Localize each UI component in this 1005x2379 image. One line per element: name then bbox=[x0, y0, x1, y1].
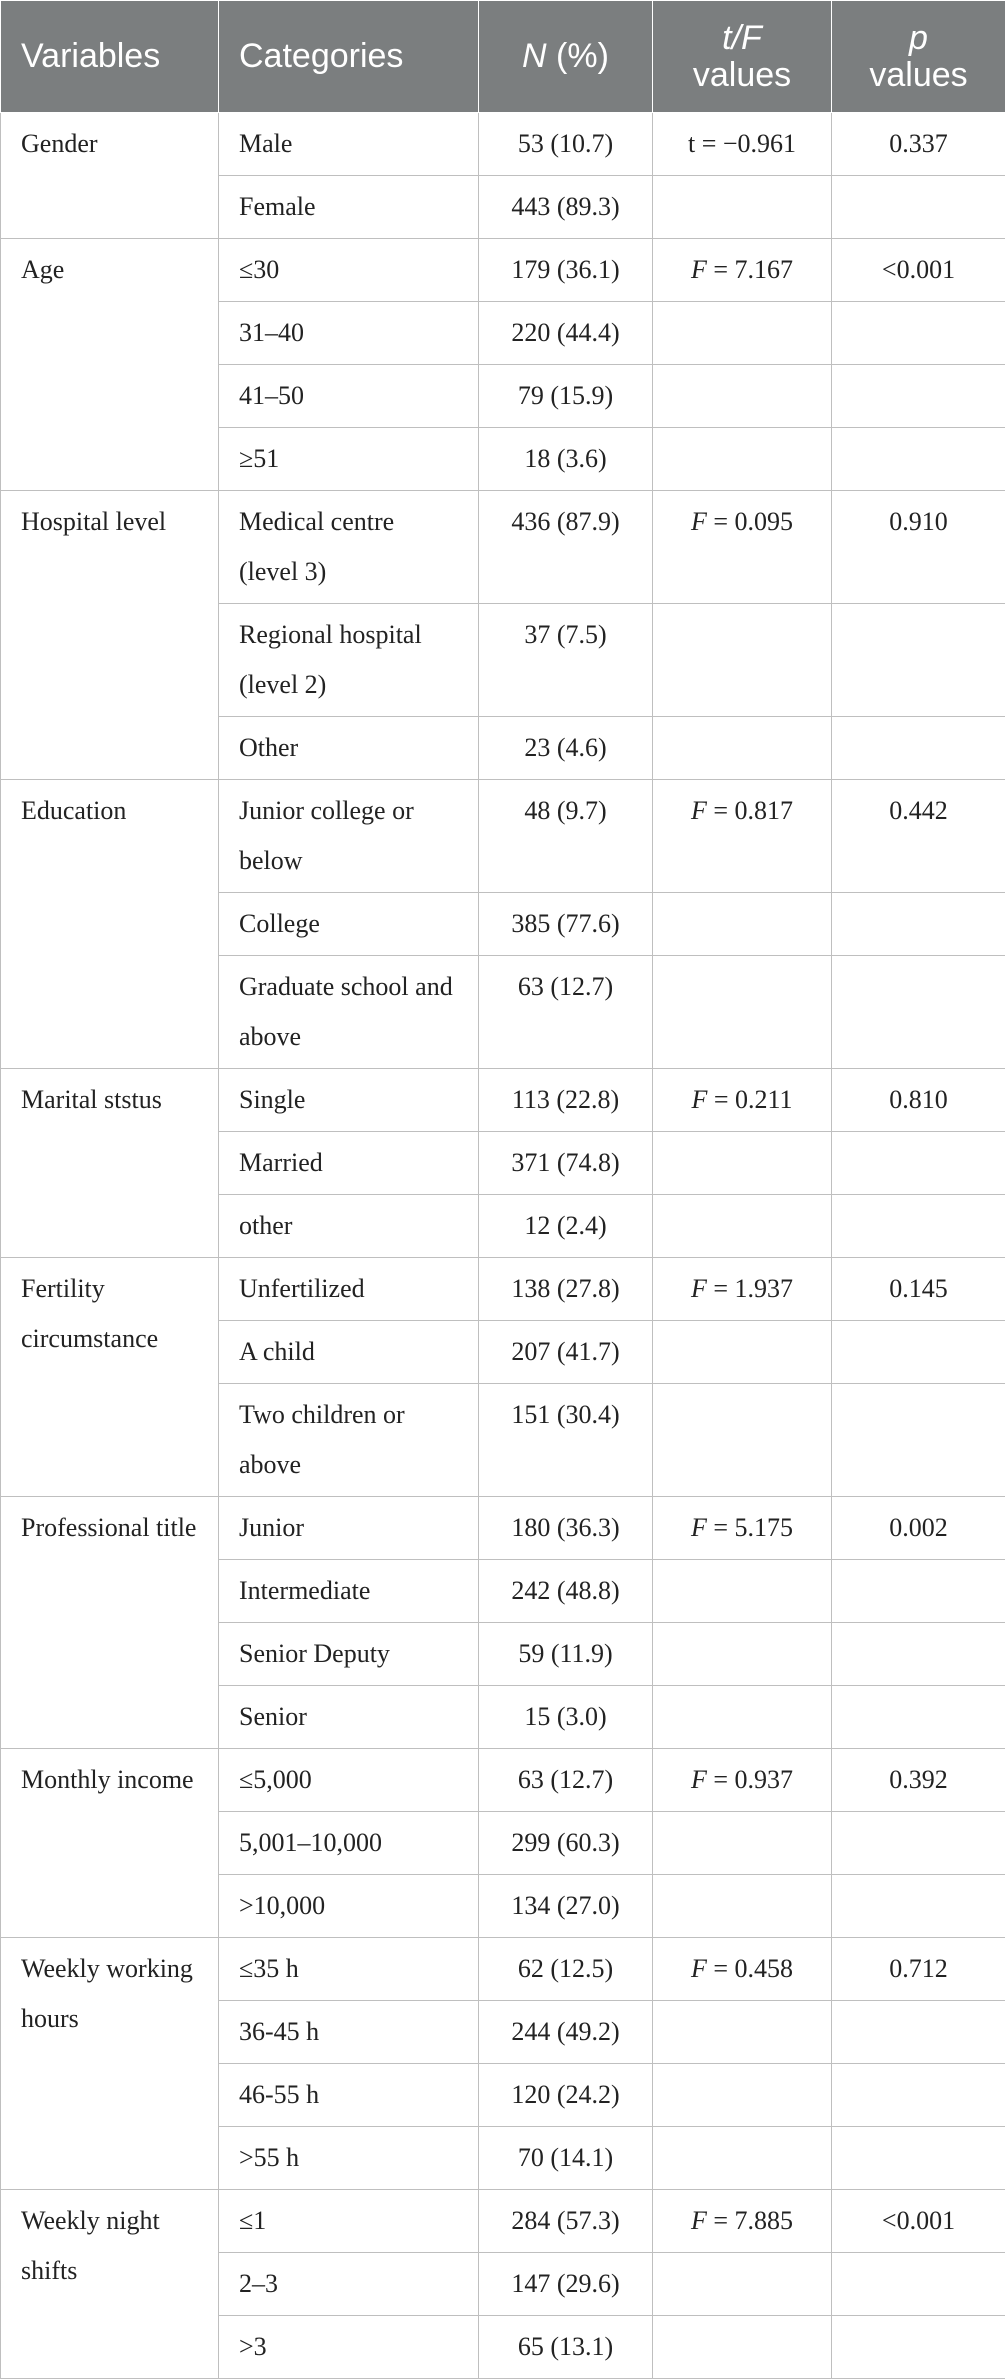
stat-value-cell bbox=[653, 604, 832, 717]
p-value-cell bbox=[832, 1321, 1005, 1384]
header-p-rest: values bbox=[869, 56, 967, 94]
p-value-cell: 0.442 bbox=[832, 780, 1005, 893]
variable-cell: Age bbox=[1, 239, 219, 491]
stat-prefix: F bbox=[691, 1954, 707, 1983]
stat-value-cell bbox=[653, 956, 832, 1069]
p-value-cell bbox=[832, 2253, 1005, 2316]
variable-cell: Weekly night shifts bbox=[1, 2190, 219, 2379]
category-cell: Senior bbox=[219, 1686, 479, 1749]
stat-value: = 0.211 bbox=[707, 1085, 792, 1114]
stat-value: = 7.167 bbox=[707, 255, 793, 284]
category-cell: other bbox=[219, 1195, 479, 1258]
stat-value-cell bbox=[653, 2001, 832, 2064]
stat-value-cell bbox=[653, 1195, 832, 1258]
stat-prefix: F bbox=[691, 255, 707, 284]
table-row bbox=[1, 1069, 1005, 1132]
n-percent-cell: 244 (49.2) bbox=[479, 2001, 653, 2064]
stat-prefix: F bbox=[691, 1765, 707, 1794]
category-cell: 46-55 h bbox=[219, 2064, 479, 2127]
p-value-cell: 0.392 bbox=[832, 1749, 1005, 1812]
p-value-cell: <0.001 bbox=[832, 239, 1005, 302]
category-cell: Female bbox=[219, 176, 479, 239]
stat-value-cell bbox=[653, 2253, 832, 2316]
category-cell: 5,001–10,000 bbox=[219, 1812, 479, 1875]
table-body bbox=[1, 113, 1005, 2379]
n-percent-cell: 79 (15.9) bbox=[479, 365, 653, 428]
n-percent-cell: 62 (12.5) bbox=[479, 1938, 653, 2001]
n-percent-cell: 220 (44.4) bbox=[479, 302, 653, 365]
header-n-percent bbox=[479, 1, 653, 113]
stat-value-cell bbox=[653, 1384, 832, 1497]
n-percent-cell: 59 (11.9) bbox=[479, 1623, 653, 1686]
category-cell: >3 bbox=[219, 2316, 479, 2379]
n-percent-cell: 284 (57.3) bbox=[479, 2190, 653, 2253]
header-n-rest: (%) bbox=[547, 37, 609, 75]
stat-value-cell bbox=[653, 491, 832, 604]
n-percent-cell: 385 (77.6) bbox=[479, 893, 653, 956]
variable-cell: Fertility circumstance bbox=[1, 1258, 219, 1497]
p-value-cell bbox=[832, 956, 1005, 1069]
stat-prefix: F bbox=[691, 1513, 707, 1542]
stat-value-cell bbox=[653, 1258, 832, 1321]
variable-cell: Weekly working hours bbox=[1, 1938, 219, 2190]
stat-value: = 0.095 bbox=[707, 507, 793, 536]
p-value-cell bbox=[832, 2001, 1005, 2064]
category-cell: >10,000 bbox=[219, 1875, 479, 1938]
header-categories: Categories bbox=[219, 1, 479, 113]
table-row bbox=[1, 1749, 1005, 1812]
category-cell: ≥51 bbox=[219, 428, 479, 491]
stat-value-cell bbox=[653, 1321, 832, 1384]
p-value-cell bbox=[832, 1875, 1005, 1938]
p-value-cell bbox=[832, 428, 1005, 491]
header-n-italic: N bbox=[522, 37, 547, 75]
header-tf-values bbox=[653, 1, 832, 113]
n-percent-cell: 37 (7.5) bbox=[479, 604, 653, 717]
category-cell: A child bbox=[219, 1321, 479, 1384]
n-percent-cell: 48 (9.7) bbox=[479, 780, 653, 893]
table-row bbox=[1, 1258, 1005, 1321]
stat-value: t = −0.961 bbox=[688, 129, 796, 158]
stat-value-cell bbox=[653, 1749, 832, 1812]
category-cell: Other bbox=[219, 717, 479, 780]
category-cell: Male bbox=[219, 113, 479, 176]
p-value-cell bbox=[832, 2316, 1005, 2379]
p-value-cell bbox=[832, 717, 1005, 780]
category-cell: 36-45 h bbox=[219, 2001, 479, 2064]
category-cell: Medical centre (level 3) bbox=[219, 491, 479, 604]
table-row bbox=[1, 239, 1005, 302]
n-percent-cell: 113 (22.8) bbox=[479, 1069, 653, 1132]
stat-value-cell bbox=[653, 780, 832, 893]
category-cell: Intermediate bbox=[219, 1560, 479, 1623]
stat-value: = 0.817 bbox=[707, 796, 793, 825]
category-cell: Junior bbox=[219, 1497, 479, 1560]
n-percent-cell: 120 (24.2) bbox=[479, 2064, 653, 2127]
p-value-cell bbox=[832, 176, 1005, 239]
table-row bbox=[1, 780, 1005, 893]
stat-value-cell bbox=[653, 1497, 832, 1560]
variable-cell: Gender bbox=[1, 113, 219, 239]
n-percent-cell: 436 (87.9) bbox=[479, 491, 653, 604]
category-cell: Graduate school and above bbox=[219, 956, 479, 1069]
variable-cell: Education bbox=[1, 780, 219, 1069]
table-row bbox=[1, 2190, 1005, 2253]
category-cell: Senior Deputy bbox=[219, 1623, 479, 1686]
p-value-cell bbox=[832, 2064, 1005, 2127]
stat-value: = 1.937 bbox=[707, 1274, 793, 1303]
p-value-cell bbox=[832, 1195, 1005, 1258]
n-percent-cell: 70 (14.1) bbox=[479, 2127, 653, 2190]
stat-value: = 0.937 bbox=[707, 1765, 793, 1794]
stat-value-cell bbox=[653, 1132, 832, 1195]
p-value-cell bbox=[832, 365, 1005, 428]
n-percent-cell: 63 (12.7) bbox=[479, 956, 653, 1069]
stat-value-cell bbox=[653, 2127, 832, 2190]
stat-value-cell bbox=[653, 2316, 832, 2379]
n-percent-cell: 18 (3.6) bbox=[479, 428, 653, 491]
n-percent-cell: 138 (27.8) bbox=[479, 1258, 653, 1321]
n-percent-cell: 151 (30.4) bbox=[479, 1384, 653, 1497]
variable-cell: Professional title bbox=[1, 1497, 219, 1749]
category-cell: ≤35 h bbox=[219, 1938, 479, 2001]
table-row bbox=[1, 1497, 1005, 1560]
stat-value-cell bbox=[653, 1938, 832, 2001]
n-percent-cell: 15 (3.0) bbox=[479, 1686, 653, 1749]
variable-cell: Hospital level bbox=[1, 491, 219, 780]
stat-value-cell bbox=[653, 717, 832, 780]
p-value-cell: 0.337 bbox=[832, 113, 1005, 176]
stat-value-cell bbox=[653, 1875, 832, 1938]
category-cell: Married bbox=[219, 1132, 479, 1195]
stat-value-cell bbox=[653, 1623, 832, 1686]
category-cell: Regional hospital (level 2) bbox=[219, 604, 479, 717]
table-row bbox=[1, 1938, 1005, 2001]
n-percent-cell: 180 (36.3) bbox=[479, 1497, 653, 1560]
stat-prefix: F bbox=[691, 507, 707, 536]
p-value-cell: 0.810 bbox=[832, 1069, 1005, 1132]
n-percent-cell: 443 (89.3) bbox=[479, 176, 653, 239]
header-row bbox=[1, 1, 1005, 113]
stat-value-cell bbox=[653, 302, 832, 365]
p-value-cell bbox=[832, 2127, 1005, 2190]
header-tf-rest: values bbox=[693, 56, 791, 94]
category-cell: Junior college or below bbox=[219, 780, 479, 893]
stat-value-cell bbox=[653, 365, 832, 428]
stat-value: = 0.458 bbox=[707, 1954, 793, 1983]
n-percent-cell: 65 (13.1) bbox=[479, 2316, 653, 2379]
n-percent-cell: 299 (60.3) bbox=[479, 1812, 653, 1875]
n-percent-cell: 371 (74.8) bbox=[479, 1132, 653, 1195]
p-value-cell bbox=[832, 1560, 1005, 1623]
variable-cell: Monthly income bbox=[1, 1749, 219, 1938]
n-percent-cell: 63 (12.7) bbox=[479, 1749, 653, 1812]
stat-value-cell bbox=[653, 1560, 832, 1623]
stat-value-cell bbox=[653, 1812, 832, 1875]
stat-prefix: F bbox=[691, 796, 707, 825]
stat-prefix: F bbox=[691, 1274, 707, 1303]
n-percent-cell: 12 (2.4) bbox=[479, 1195, 653, 1258]
stat-value: = 5.175 bbox=[707, 1513, 793, 1542]
p-value-cell bbox=[832, 1812, 1005, 1875]
stat-value-cell bbox=[653, 2064, 832, 2127]
variable-cell: Marital ststus bbox=[1, 1069, 219, 1258]
category-cell: 31–40 bbox=[219, 302, 479, 365]
category-cell: Two children or above bbox=[219, 1384, 479, 1497]
stat-prefix: F bbox=[691, 2206, 707, 2235]
p-value-cell: 0.145 bbox=[832, 1258, 1005, 1321]
category-cell: ≤5,000 bbox=[219, 1749, 479, 1812]
p-value-cell bbox=[832, 893, 1005, 956]
stat-value-cell bbox=[653, 239, 832, 302]
table-row bbox=[1, 113, 1005, 176]
p-value-cell: 0.002 bbox=[832, 1497, 1005, 1560]
category-cell: ≤1 bbox=[219, 2190, 479, 2253]
stat-value-cell bbox=[653, 113, 832, 176]
header-p-values bbox=[832, 1, 1005, 113]
p-value-cell: <0.001 bbox=[832, 2190, 1005, 2253]
n-percent-cell: 207 (41.7) bbox=[479, 1321, 653, 1384]
n-percent-cell: 134 (27.0) bbox=[479, 1875, 653, 1938]
n-percent-cell: 179 (36.1) bbox=[479, 239, 653, 302]
table-row bbox=[1, 491, 1005, 604]
category-cell: 2–3 bbox=[219, 2253, 479, 2316]
stat-value-cell bbox=[653, 1686, 832, 1749]
n-percent-cell: 242 (48.8) bbox=[479, 1560, 653, 1623]
stat-value-cell bbox=[653, 176, 832, 239]
header-tf-italic: t/F bbox=[722, 19, 762, 57]
n-percent-cell: 53 (10.7) bbox=[479, 113, 653, 176]
category-cell: ≤30 bbox=[219, 239, 479, 302]
n-percent-cell: 23 (4.6) bbox=[479, 717, 653, 780]
category-cell: >55 h bbox=[219, 2127, 479, 2190]
p-value-cell bbox=[832, 604, 1005, 717]
stat-value-cell bbox=[653, 1069, 832, 1132]
category-cell: Unfertilized bbox=[219, 1258, 479, 1321]
p-value-cell bbox=[832, 1132, 1005, 1195]
stat-value-cell bbox=[653, 893, 832, 956]
n-percent-cell: 147 (29.6) bbox=[479, 2253, 653, 2316]
header-p-italic: p bbox=[909, 19, 928, 57]
category-cell: 41–50 bbox=[219, 365, 479, 428]
p-value-cell: 0.712 bbox=[832, 1938, 1005, 2001]
stat-value-cell bbox=[653, 428, 832, 491]
header-variables: Variables bbox=[1, 1, 219, 113]
p-value-cell: 0.910 bbox=[832, 491, 1005, 604]
p-value-cell bbox=[832, 1623, 1005, 1686]
stat-value-cell bbox=[653, 2190, 832, 2253]
stat-prefix: F bbox=[691, 1085, 707, 1114]
category-cell: College bbox=[219, 893, 479, 956]
p-value-cell bbox=[832, 1384, 1005, 1497]
stat-value: = 7.885 bbox=[707, 2206, 793, 2235]
p-value-cell bbox=[832, 1686, 1005, 1749]
category-cell: Single bbox=[219, 1069, 479, 1132]
p-value-cell bbox=[832, 302, 1005, 365]
